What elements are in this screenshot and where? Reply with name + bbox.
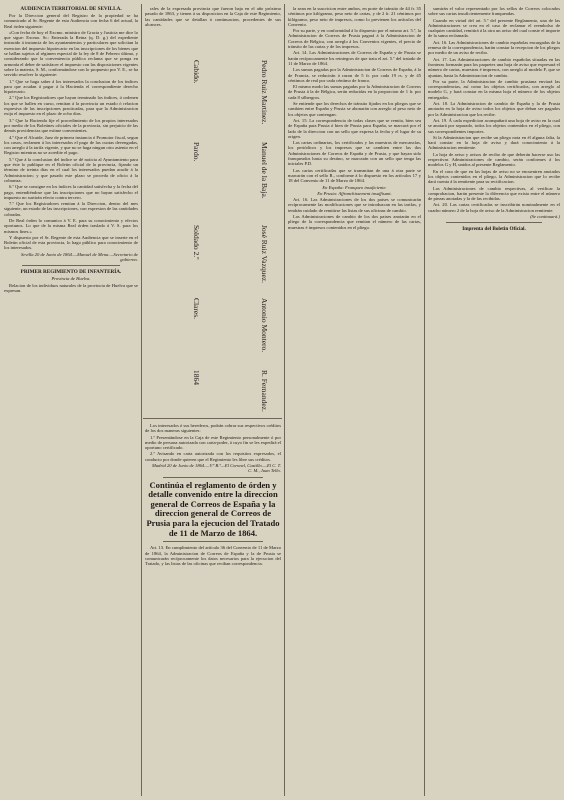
reglamento-title: Continúa el reglamento de órden y detalle convenido entre la direccion general de Correos de España y la direccion general de Correos de Prusia para la ejecucion del Tratado de 11 de Marzo de 1864. xyxy=(146,479,280,538)
section-divider xyxy=(163,477,263,478)
paragraph: Art. 14. Las Administraciones de Correos de España y de Prusia se harán recíprocamente los reintegros de que trata el art. 5.º del tratado de 11 de Marzo de 1864. xyxy=(288,50,421,66)
paragraph: Cuando en virtud del art. 5.º del presente Reglamento, una de las Administraciones se crea en el caso de reclamar el reembolso de cualquier cantidad, remitirá á la otra un aviso del cual conste el importe de la suma reclamada. xyxy=(428,17,560,39)
paragraph: Por su parte, la Administracion de cambio prusiana enviará las correspondencias, así como los objetos certificados, con arreglo al modelo G, y hará constar en la misma hoja el número de los objetos entregados. xyxy=(428,78,560,100)
paragraph: Relacion de los individuos naturales de la provincia de Huelva que se expresan. xyxy=(4,282,138,293)
paragraph: Art. 19. Á cada expedicion acompañará una hoja de aviso en la cual se anotará por separado, todos los objetos contenidos en el pliego, con sus correspondientes importes. xyxy=(428,117,560,134)
table-cell: Antonio Montero. xyxy=(260,298,269,353)
paragraph: Art. 20. Las cartas certificadas se inscribirán nominalmente en el cuadro número 2 de la hoja de aviso de la Administracion remitente. xyxy=(428,202,560,213)
column-rule xyxy=(284,4,285,796)
paragraph: Art. 16. Las Administraciones de los dos paises se comunicarán recíprocamente las modificaciones que se introduzcan en las tarifas, y tendrán cuidado de remitirse las listas de sus oficinas de cambio. xyxy=(288,197,421,213)
column-rule xyxy=(141,4,142,796)
section-divider xyxy=(163,541,263,542)
stamp-text-prusia: En Prusia: Affranchissement insuffisant. xyxy=(317,190,392,196)
column-2-upper xyxy=(145,6,281,56)
paragraph: Art. 18. La Administracion de cambio de España y la de Prusia anotarán en la hoja de aviso todos los objetos que deban ser pagados por la Administracion que los recibe. xyxy=(428,101,560,117)
paragraph: Y dispuesto por el Sr. Regente de esta Audiencia que se inserte en el Boletin oficial de esta provincia, lo hago público para conocimiento de los interesados. xyxy=(4,234,138,251)
heading-regimiento: PRIMER REGIMIENTO DE INFANTERÍA. xyxy=(20,269,122,276)
table-cell: R. Fernandez. xyxy=(260,370,269,412)
paragraph: 7.º Que los Registradores remitan á la Direccion, dentro del mes siguiente, un estado de las inscripciones, con expresion de las cantidades cobradas. xyxy=(4,201,138,217)
table-cell: Clares. xyxy=(192,298,201,320)
paragraph: sumirán el valor representado por los sellos de Correos colocados sobre sus cartas insuficientemente franqueadas. xyxy=(428,6,560,17)
paragraph: Se entiende que los derechos de tránsito fijados en los pliegos que se cambien entre España y Prusia se abonarán con arreglo al peso neto de los objetos que contengan. xyxy=(288,101,421,117)
paragraph: Los interesados ó sus herederos, podrán cobrar sus respectivos créditos de los dos maneras siguientes: xyxy=(145,423,281,434)
paragraph: De Real órden lo comunico á V. E. para su conocimiento y efectos oportunos. Lo que de la misma Real órden traslado á V. S. para los mismos fines.» xyxy=(4,217,138,234)
paragraph: Las cartas certificadas que se transmitan de una á otra parte se marcarán con el sello R., conforme á lo dispuesto en los artículos 17 y 18 del Convenio de 11 de Marzo de 1864. xyxy=(288,167,421,184)
table-cell: Manuel de la Baja. xyxy=(260,142,269,199)
paragraph: Art. 15. La correspondencia de todas clases que se remita, bien sea de España para Prusia ó bien de Prusia para España, se marcará por el lado de la direccion con un sello que expresa la fecha y el lugar de su origen. xyxy=(288,117,421,139)
column-4 xyxy=(428,6,560,796)
stamp-text-es: En España: Franqueo insuficiente. xyxy=(322,184,387,190)
table-cell: 1864 xyxy=(192,370,201,385)
section-divider xyxy=(22,265,120,266)
paragraph: Los sumas pagadas por la Administracion de Correos de España, á la de Francia, se reducirán á razon de 5 fr. por cada 19 rs. y de 45 céntimos de real por cada céntimo de franco. xyxy=(288,67,421,83)
paragraph: Art. 13. En cumplimiento del artículo 36 del Convenio de 11 de Marzo de 1864, la Administracion de Correos de España y la de Prusia se comunicarán recíprocamente los datos necesarios para la ejecucion del Tratado, y las listas de las oficinas que reciban correspondencia. xyxy=(145,545,281,567)
table-cell: José Ruiz Vazquez. xyxy=(260,225,269,283)
paragraph: El mismo modo las sumas pagadas por la Administracion de Correos de Prusia á la de Bélgica, serán reducidas en la proporcion de 1 fr. por cada 8 silbergros. xyxy=(288,84,421,100)
paragraph: Las Administraciones de cambio respectivas, al verificar la comprobacion, harán presente la diferencia que exista entre el número de piezas anotadas y la de las recibidas. xyxy=(428,185,560,202)
paragraph: la sean en la suscricion entre ambos, en porte de tránsito de 44 fr. 35 céntimos por kilógramo, peso neto de cartas, y de 2 fr. 21 céntimos por kilógramo, peso neto de impresos, como lo previenen los artículos del Convenio. xyxy=(288,6,421,27)
paragraph: Art. 16. Las Administraciones de cambio españolas encargadas de la remesa de la correspondencia, harán constar la recepcion de los pliegos por medio de un aviso de recibo. xyxy=(428,39,560,56)
paragraph: «Con fecha de hoy el Excmo. ministro de Gracia y Justicia me dice lo que sigue: Excmo. Sr.: Enterada la Reina (q. D. g.) del expediente instruido á instancia de los ayuntamientos y particulares que solicitan la exencion del impuesto hipotecario en las inscripciones de los bienes que se hallan sujetos al régimen especial de la ley de 8 de Febrero último, y considerando que la conveniencia pública reclama que se ponga en armonía el deber de satisfacer el impuesto con las disposiciones vigentes sobre la materia, S. M., conformándose con lo propuesto por V. E., se ha servido resolver lo siguiente: xyxy=(4,29,138,78)
column-3 xyxy=(288,6,421,796)
paragraph: 2.º Que los Registradores que hayan terminado los índices, ó ordenen los que se hallen en curso, remitan á la provincia un estado ó relacion expresiva de las inscripciones practicadas, para que la Administracion exija el impuesto en el plazo de ocho dias. xyxy=(4,95,138,117)
paragraph: Las cartas ordinarias, los certificados y las muestras de mercancías, los periódicos y los impresos que se cambien entre las dos Administraciones de Correos de España y de Prusia, y que hayan sido franqueados hasta su destino, se marcarán con un sello que tenga las iniciales P.D. xyxy=(288,140,421,167)
table-cell: Pardo. xyxy=(192,142,201,162)
paragraph: rales de la expresada provincia que fueron baja en el año próximo pasado de 1863, y tienen á su disposicion en la Caja de este Regimiento, las cantidades que se detallan á continuacion, procedentes de sus alcances. xyxy=(145,6,281,27)
table-cell: Pedro Ruiz Martinez. xyxy=(260,60,269,125)
signature-line: Madrid 20 de Junio de 1864.—V.º B.º—El Coronel, Castillo.—El C. T. C. M., Juan Tello. xyxy=(152,463,281,474)
paragraph: 2.º Avisando en carta autorizada con los requisitos expresados, el conducto por donde quieren que el Regimiento les libre sus créditos. xyxy=(145,451,281,462)
paragraph: Por su parte, y en conformidad á lo dispuesto por el mismo art. 5.º, la Administracion de Correos de Prusia pagará á la Administracion de Correos de Bélgica, con arreglo á los Convenios vigentes, el precio de tránsito de las cartas y de los impresos. xyxy=(288,28,421,50)
subheading-provincia: Provincia de Huelva. xyxy=(51,276,91,282)
column-2-lower xyxy=(145,423,281,795)
section-divider xyxy=(446,222,542,223)
table-bottom-rule xyxy=(143,418,282,419)
signature-line: Sevilla 20 de Junio de 1864.—Manuel de Mena.—Secretario de gobierno. xyxy=(21,251,138,263)
column-1 xyxy=(4,6,138,796)
table-cell: Cabido. xyxy=(192,60,201,84)
paragraph: Si la Administracion que recibe un pliego nota en él alguna falta, la hará constar en la hoja de aviso y dará conocimiento á la Administracion remitente. xyxy=(428,134,560,151)
paragraph: Las Administraciones de cambio de los dos paises anotarán en el pliego de la correspondencia que remitan el número de las cartas, muestras é impresos contenidos en el pliego. xyxy=(288,213,421,230)
continued-note: (Se continuará.) xyxy=(530,213,560,219)
paragraph: 1.º Que se haga saber á los interesados la conclusion de los índices para que acudan á pagar á la Hacienda el correspondiente derecho hipotecario. xyxy=(4,78,138,95)
paragraph: 3.º Que la Hacienda fije el procedimiento de los propios interesados por medio de los Boletines oficiales de la provincia, sin perjuicio de las demás providencias que estime convenientes. xyxy=(4,117,138,134)
paragraph: La hoja de aviso y avisos de recibo de que deberán hacerse uso las respectivas Administraciones de cambio, serán conformes á los modelos G y H, unidos al presente Reglamento. xyxy=(428,151,560,168)
paragraph: 1.º Presentándose en la Caja de este Regimiento personalmente ó por medio de persona autorizada con carta-poder, á cuyo fin se les expedirá el oportuno certificado. xyxy=(145,434,281,451)
imprint-line: Imprenta del Boletin Oficial. xyxy=(462,226,526,233)
heading-audiencia: AUDIENCIA TERRITORIAL DE SEVILLA. xyxy=(20,6,122,12)
paragraph: 6.º Que se consigne en los índices la cantidad satisfecha y la fecha del pago, entendiéndose que las inscripciones que no hayan satisfecho el impuesto no surtirán efecto contra tercero. xyxy=(4,184,138,200)
paragraph: 5.º Que á la conclusion del índice se dé noticia al Ayuntamiento para que éste lo publique en el Boletin oficial de la provincia, fijando un término de treinta dias en el cual los interesados puedan acudir á la Administracion; y que pasado este plazo se proceda de oficio á la cobranza. xyxy=(4,156,138,183)
paragraph: En el caso de que en las hojas de aviso no se encuentren anotados los objetos contenidos en el pliego, la Administracion que lo recibe dará cuenta á la remitente para su rectificacion. xyxy=(428,168,560,185)
paragraph: Por la Direccion general del Registro de la propiedad se ha comunicado al Sr. Regente de esta Audiencia con fecha 6 del actual, la Real órden siguiente: xyxy=(4,13,138,29)
paragraph: Art. 17. Las Administraciones de cambio españolas situadas en las fronteras formarán para los paquetes una hoja de aviso que expresará el número de cartas, muestras é impresos, con arreglo al modelo F, que se ajuntan, hasta la Administracion de cambio. xyxy=(428,56,560,78)
column-rule xyxy=(424,4,425,796)
table-cell: Soldado 2.º xyxy=(192,225,201,260)
paragraph: 4.º Que el Alcaide, Juez de primera instancia ó Promotor fiscal, segun los casos, reclamen á los interesados el pago de las cuotas devengadas, con arreglo á la tarifa vigente, y que no se haga ningun otro asiento en el Registro mientras no se acredite el pago. xyxy=(4,134,138,156)
